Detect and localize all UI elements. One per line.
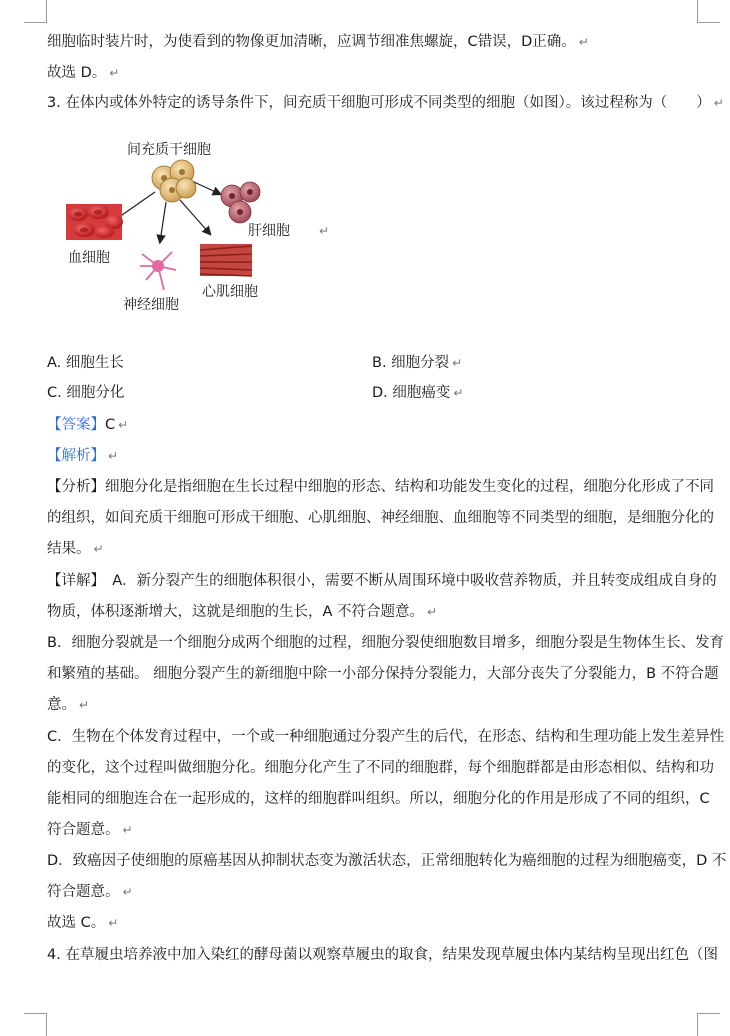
detail-b: 和繁殖的基础。 细胞分裂产生的新细胞中除一小部分保持分裂能力，大部分丧失了分裂能力，B 不符合题 [47, 666, 719, 682]
analysis-tag: 【解析】 [47, 448, 105, 464]
analysis-line: 【解析】 ↵ [47, 448, 119, 464]
final-answer: 故选 C。 ↵ [47, 915, 119, 931]
blood-cells [66, 204, 123, 240]
detail-c: 符合题意。 ↵ [47, 822, 133, 838]
page-corner-bottom-right [697, 1013, 720, 1036]
label-cardiac-muscle-cell: 心肌细胞 [202, 284, 258, 300]
analysis-paragraph: 的组织，如间充质干细胞可形成干细胞、心肌细胞、神经细胞、血细胞等不同类型的细胞，是细胞分化的 [47, 510, 714, 526]
option-b: B. 细胞分裂 ↵ [372, 355, 463, 371]
page-corner-top-left [24, 0, 47, 23]
detail-c: 的变化，这个过程叫做细胞分化。细胞分化产生了不同的细胞群，每个细胞群都是由形态相似、结构和功 [47, 760, 714, 776]
stem-cell-cluster [152, 160, 196, 202]
detail-b: B．细胞分裂就是一个细胞分成两个细胞的过程，细胞分裂使细胞数目增多，细胞分裂是生物体生长、发育 [47, 635, 724, 651]
cell-differentiation-figure: 间充质干细胞 血细胞 肝细胞 神经细胞 心肌细胞 ↵ [60, 134, 330, 319]
liver-cells [221, 182, 260, 223]
page-corner-bottom-left [24, 1013, 47, 1036]
detail-a: 物质，体积逐渐增大，这就是细胞的生长，A 不符合题意。 ↵ [47, 604, 438, 620]
detail-d: 符合题意。 ↵ [47, 884, 133, 900]
analysis-paragraph: 【分析】细胞分化是指细胞在生长过程中细胞的形态、结构和功能发生变化的过程，细胞分化形成了不同 [47, 479, 714, 495]
question-3-stem: 3. 在体内或体外特定的诱导条件下，间充质干细胞可形成不同类型的细胞（如图）。该过程称为（ ） ↵ [47, 95, 724, 111]
text-line: 细胞临时装片时，为使看到的物像更加清晰，应调节细准焦螺旋，C错误，D正确。 ↵ [47, 34, 589, 50]
answer-tag: 【答案】 [47, 417, 105, 433]
label-blood-cell: 血细胞 [68, 250, 110, 266]
option-c: C. 细胞分化 [47, 385, 125, 401]
question-4-stem: 4. 在草履虫培养液中加入染红的酵母菌以观察草履虫的取食，结果发现草履虫体内某结构呈现出红色（图 [47, 947, 718, 963]
analysis-paragraph: 结果。 ↵ [47, 541, 104, 557]
option-d: D. 细胞癌变 ↵ [372, 385, 464, 401]
detail-b: 意。 ↵ [47, 697, 90, 713]
label-neuron: 神经细胞 [123, 297, 179, 313]
detail-a: 【详解】 A．新分裂产生的细胞体积很小，需要不断从周围环境中吸收营养物质，并且转变成组成自身的 [47, 573, 717, 589]
text-line: 故选 D。 ↵ [47, 65, 120, 81]
detail-c: C．生物在个体发育过程中，一个或一种细胞通过分裂产生的后代，在形态、结构和生理功能上发生差异性 [47, 729, 725, 745]
detail-c: 能相同的细胞连合在一起形成的，这样的细胞群叫组织。所以，细胞分化的作用是形成了不同的组织，C [47, 791, 710, 807]
label-mesenchymal-stem-cell: 间充质干细胞 [127, 142, 211, 158]
page-corner-top-right [697, 0, 720, 23]
cardiac-muscle-cells [200, 244, 252, 276]
neuron-cell [140, 252, 176, 290]
detail-d: D．致癌因子使细胞的原癌基因从抑制状态变为激活状态，正常细胞转化为癌细胞的过程为细胞癌变，D 不 [47, 853, 727, 869]
label-liver-cell: 肝细胞 [248, 223, 290, 239]
option-a: A. 细胞生长 [47, 355, 124, 371]
answer-line: 【答案】C ↵ [47, 417, 129, 433]
